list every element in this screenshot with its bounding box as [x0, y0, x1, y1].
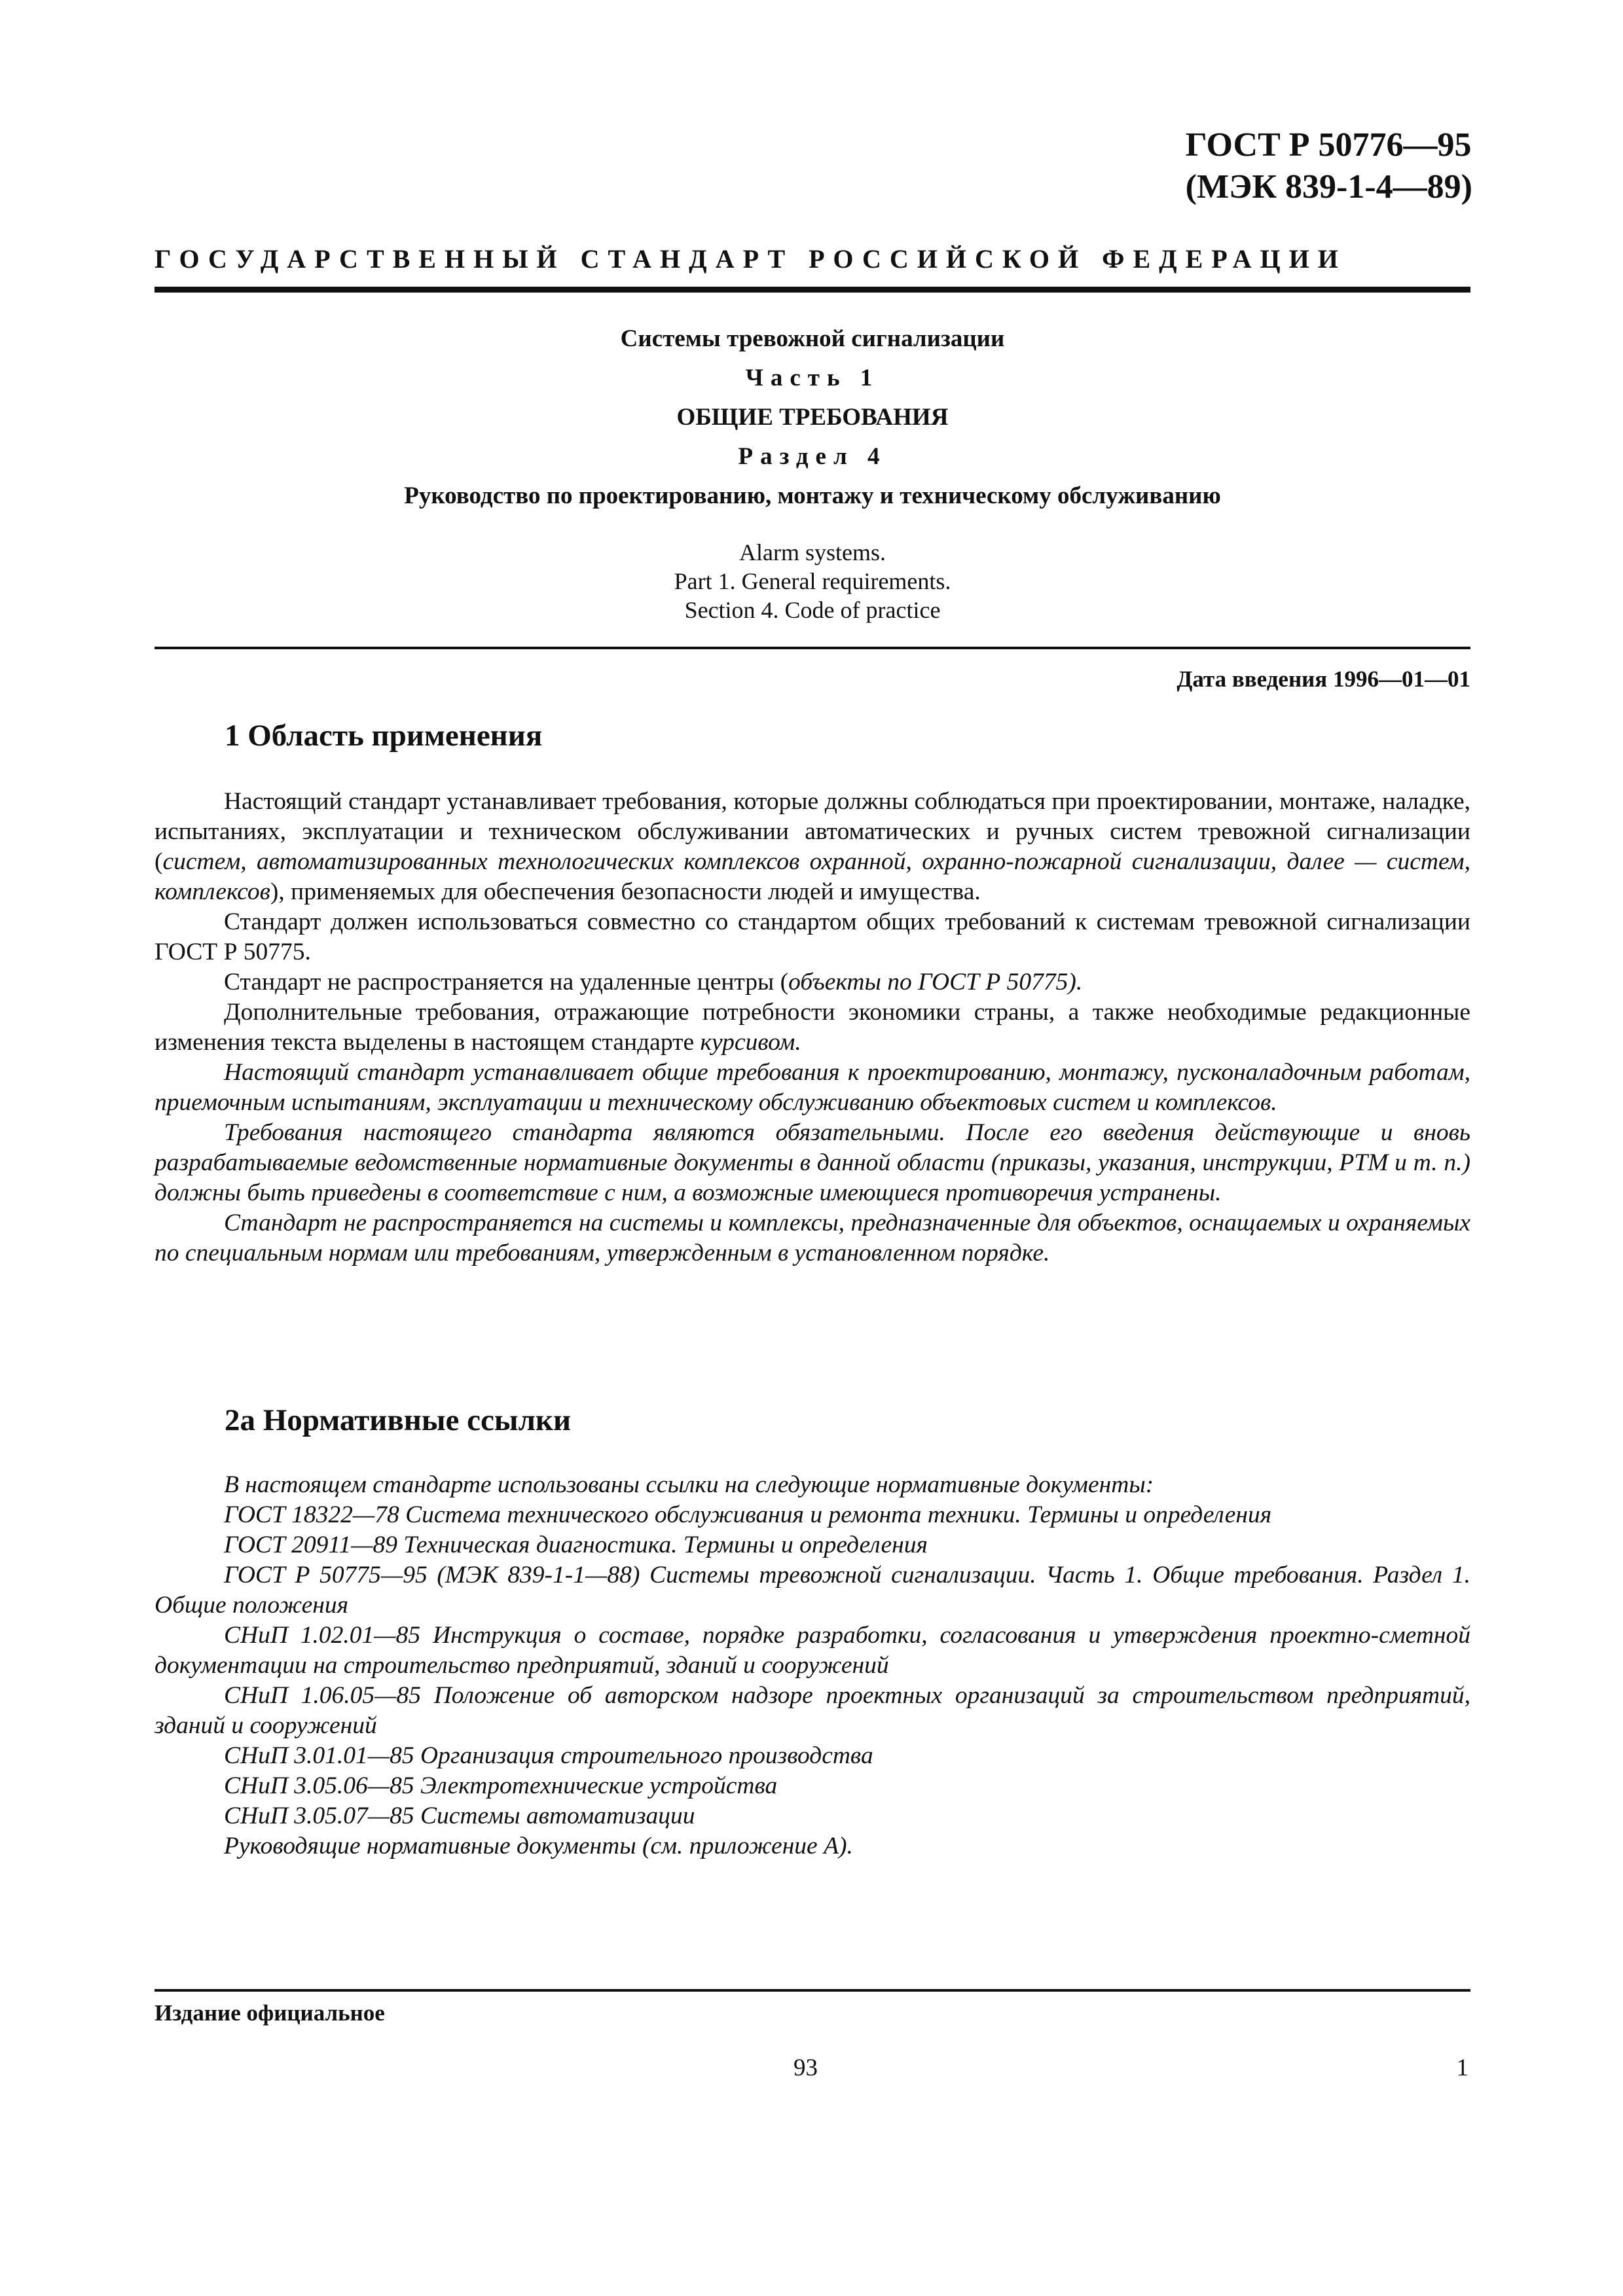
references-intro: В настоящем стандарте использованы ссылки на следующие нормативные документы: — [224, 1471, 1154, 1498]
page-number-center: 93 — [793, 2054, 818, 2081]
gost-number: ГОСТ Р 50776—95 — [1185, 126, 1472, 164]
english-title — [155, 538, 1470, 624]
paragraph: Дополнительные требования, отражающие потребности экономики страны, а также необходимые редакционные изменения текста выделены в настоящем стандарте курсивом. — [155, 999, 1470, 1056]
english-title-line-3: Section 4. Code of practice — [684, 597, 941, 623]
paragraph: Требования настоящего стандарта являются обязательными. После его введения действующие и вновь разрабатываемые ведомственные нормативные документы в данной области (приказы, указания, инструкции, РТМ и т. п.) должны быть приведены в соответствие с ним, а возможные имеющиеся противоречия устранены. — [155, 1119, 1470, 1206]
section-2a-heading: 2а Нормативные ссылки — [225, 1403, 572, 1437]
iec-number: (МЭК 839-1-4—89) — [1185, 168, 1472, 206]
reference-item: СНиП 1.02.01—85 Инструкция о составе, порядке разработки, согласования и утверждения проектно-сметной документации на строительство предприятий, зданий и сооружений — [155, 1622, 1470, 1679]
reference-item: СНиП 3.01.01—85 Организация строительного производства — [224, 1742, 873, 1769]
title-general-requirements: ОБЩИЕ ТРЕБОВАНИЯ — [676, 404, 949, 431]
official-edition-label: Издание официальное — [155, 2000, 385, 2026]
english-title-line-1: Alarm systems. — [739, 539, 886, 565]
title-part: Часть 1 — [745, 365, 880, 391]
document-title — [155, 319, 1470, 516]
title-subtitle: Руководство по проектированию, монтажу и техническому обслуживанию — [404, 482, 1221, 509]
reference-item: Руководящие нормативные документы (см. приложение А). — [224, 1833, 853, 1859]
title-line-1: Системы тревожной сигнализации — [620, 325, 1005, 352]
paragraph: Настоящий стандарт устанавливает общие требования к проектированию, монтажу, пусконаладочным работам, приемочным испытаниям, эксплуатации и техническому обслуживанию объектовых систем и комплексов. — [155, 1059, 1470, 1116]
reference-item: СНиП 3.05.07—85 Системы автоматизации — [224, 1803, 695, 1829]
reference-item: СНиП 3.05.06—85 Электротехнические устройства — [224, 1772, 778, 1799]
reference-item: ГОСТ Р 50775—95 (МЭК 839-1-1—88) Системы тревожной сигнализации. Часть 1. Общие требования. Раздел 1. Общие положения — [155, 1562, 1470, 1619]
header-divider — [155, 287, 1470, 293]
introduction-date: Дата введения 1996—01—01 — [1176, 666, 1470, 692]
paragraph: Стандарт должен использоваться совместно со стандартом общих требований к системам тревожной сигнализации ГОСТ Р 50775. — [155, 908, 1470, 965]
paragraph: Настоящий стандарт устанавливает требования, которые должны соблюдаться при проектировании, монтаже, наладке, испытаниях, эксплуатации и техническом обслуживании автоматических и ручных систем тревожной сигнализации (систем, автоматизированных технологических комплексов охранной, охранно-пожарной сигнализации, далее — систем, комплексов), применяемых для обеспечения безопасности людей и имущества. — [155, 788, 1470, 905]
english-title-line-2: Part 1. General requirements. — [674, 568, 951, 594]
reference-item: СНиП 1.06.05—85 Положение об авторском надзоре проектных организаций за строительством предприятий, зданий и сооружений — [155, 1682, 1470, 1739]
reference-item: ГОСТ 18322—78 Система технического обслуживания и ремонта техники. Термины и определения — [224, 1501, 1272, 1528]
state-standard-banner: ГОСУДАРСТВЕННЫЙ СТАНДАРТ РОССИЙСКОЙ ФЕДЕРАЦИИ — [155, 244, 1347, 274]
gost-identifier — [1186, 124, 1472, 208]
paragraph: Стандарт не распространяется на удаленные центры (объекты по ГОСТ Р 50775). — [224, 969, 1083, 996]
title-divider — [155, 647, 1470, 649]
page-number-right: 1 — [1456, 2054, 1468, 2081]
title-section: Раздел 4 — [738, 443, 887, 470]
footer-divider — [155, 1989, 1470, 1992]
section-1-body — [155, 787, 1470, 1268]
normative-references — [155, 1470, 1470, 1861]
reference-item: ГОСТ 20911—89 Техническая диагностика. Термины и определения — [224, 1532, 928, 1558]
section-1-heading: 1 Область применения — [225, 719, 543, 753]
paragraph: Стандарт не распространяется на системы и комплексы, предназначенные для объектов, оснащаемых и охраняемых по специальным нормам или требованиям, утвержденным в установленном порядке. — [155, 1210, 1470, 1266]
